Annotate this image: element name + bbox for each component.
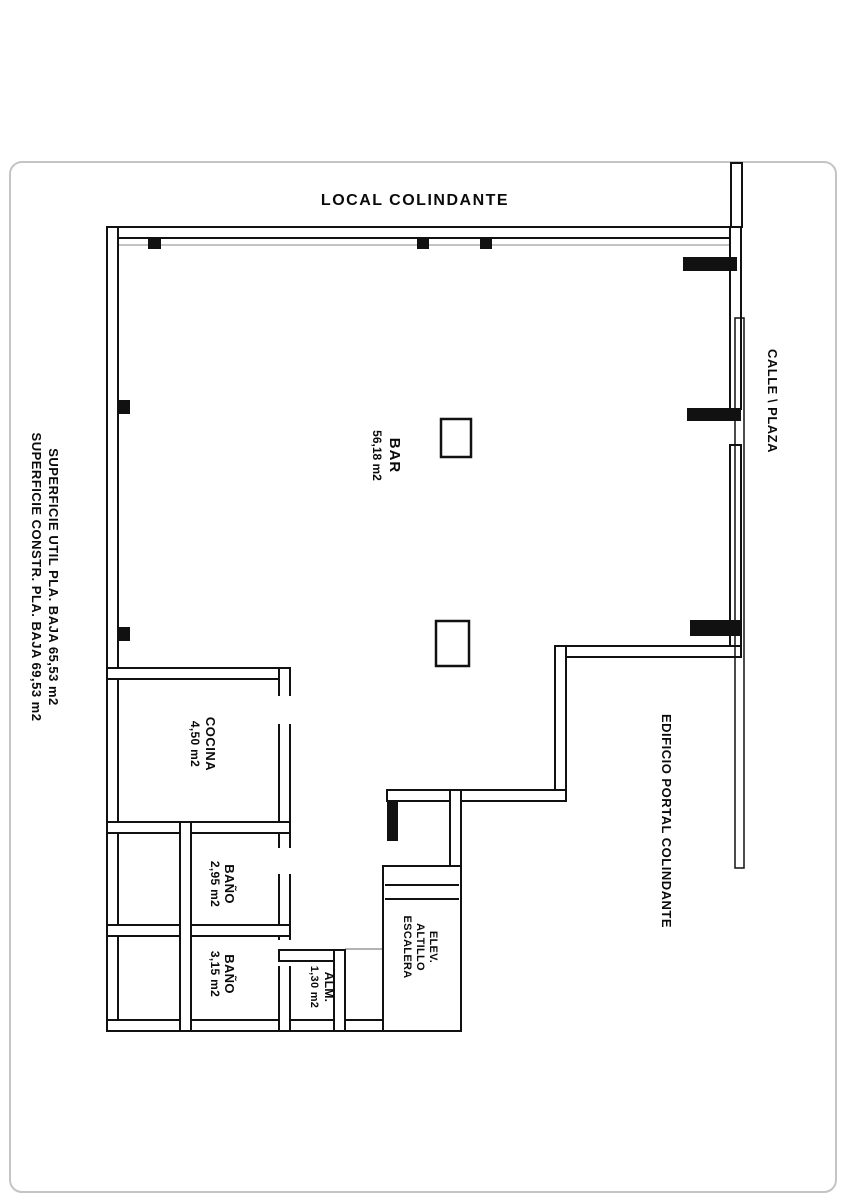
wall-bano-divider [180, 822, 191, 1031]
pilaster-top-2 [417, 238, 429, 249]
stair-label-line: ELEV. [427, 930, 439, 964]
column-pillar-1 [441, 419, 471, 457]
adjoining-building-label [658, 676, 675, 966]
room-area: 3,15 m2 [208, 950, 222, 998]
stair-label-line: ALTILLO [414, 923, 426, 971]
street-label [764, 326, 781, 476]
room-label-bano-1 [207, 843, 237, 925]
adjoining-building-label-text: EDIFICIO PORTAL COLINDANTE [659, 713, 674, 929]
room-label-cocina [186, 695, 218, 793]
street-label-text: CALLE \ PLAZA [765, 349, 780, 453]
entrance-wall-stub-upper [687, 408, 741, 421]
room-label-bar [368, 398, 404, 513]
wall-step-vertical [555, 646, 566, 796]
room-name: BAÑO [222, 864, 237, 904]
room-area: 1,30 m2 [308, 965, 320, 1009]
adjoining-local-label: LOCAL COLINDANTE [320, 192, 510, 209]
wall-step-horizontal-upper [555, 646, 741, 657]
wall-bano-row2-top [107, 925, 290, 936]
pilaster-left-2 [118, 627, 130, 641]
pilaster-top-1 [148, 238, 161, 249]
surface-constr-label: SUPERFICIE CONSTR. PLA. BAJA 69,53 m2 [29, 432, 44, 722]
room-name: COCINA [203, 716, 218, 772]
party-wall-stub-top [731, 163, 742, 227]
wall-stub-top-right [683, 257, 737, 271]
room-name: BAÑO [222, 954, 237, 994]
room-label-alm [306, 955, 336, 1019]
stair-label-line: ESCALERA [401, 915, 413, 979]
room-area: 2,95 m2 [208, 860, 222, 908]
room-label-bano-2 [207, 933, 237, 1015]
wall-bano-row1-top [107, 822, 290, 833]
wall-cocina-top [107, 668, 290, 679]
wall-top [107, 227, 741, 238]
pilaster-left-1 [118, 400, 130, 414]
door-opening-cocina [278, 696, 291, 724]
room-name: ALM. [322, 971, 336, 1003]
room-area: 56,18 m2 [370, 430, 384, 481]
wall-step-horizontal-lower [387, 790, 566, 801]
surface-util-label: SUPERFICIE UTIL PLA. BAJA 65,53 m2 [46, 448, 61, 706]
room-name: BAR [386, 437, 403, 474]
room-area: 4,50 m2 [188, 720, 202, 768]
pilaster-top-3 [480, 238, 492, 249]
door-opening-bano-1 [278, 848, 291, 874]
room-label-escalera [400, 872, 439, 1022]
wall-left [107, 227, 118, 1031]
column-pillar-2 [436, 621, 469, 666]
surface-annotations [28, 372, 62, 782]
entrance-wall-stub-lower [690, 620, 741, 636]
wall-stub-doorway [387, 801, 398, 841]
